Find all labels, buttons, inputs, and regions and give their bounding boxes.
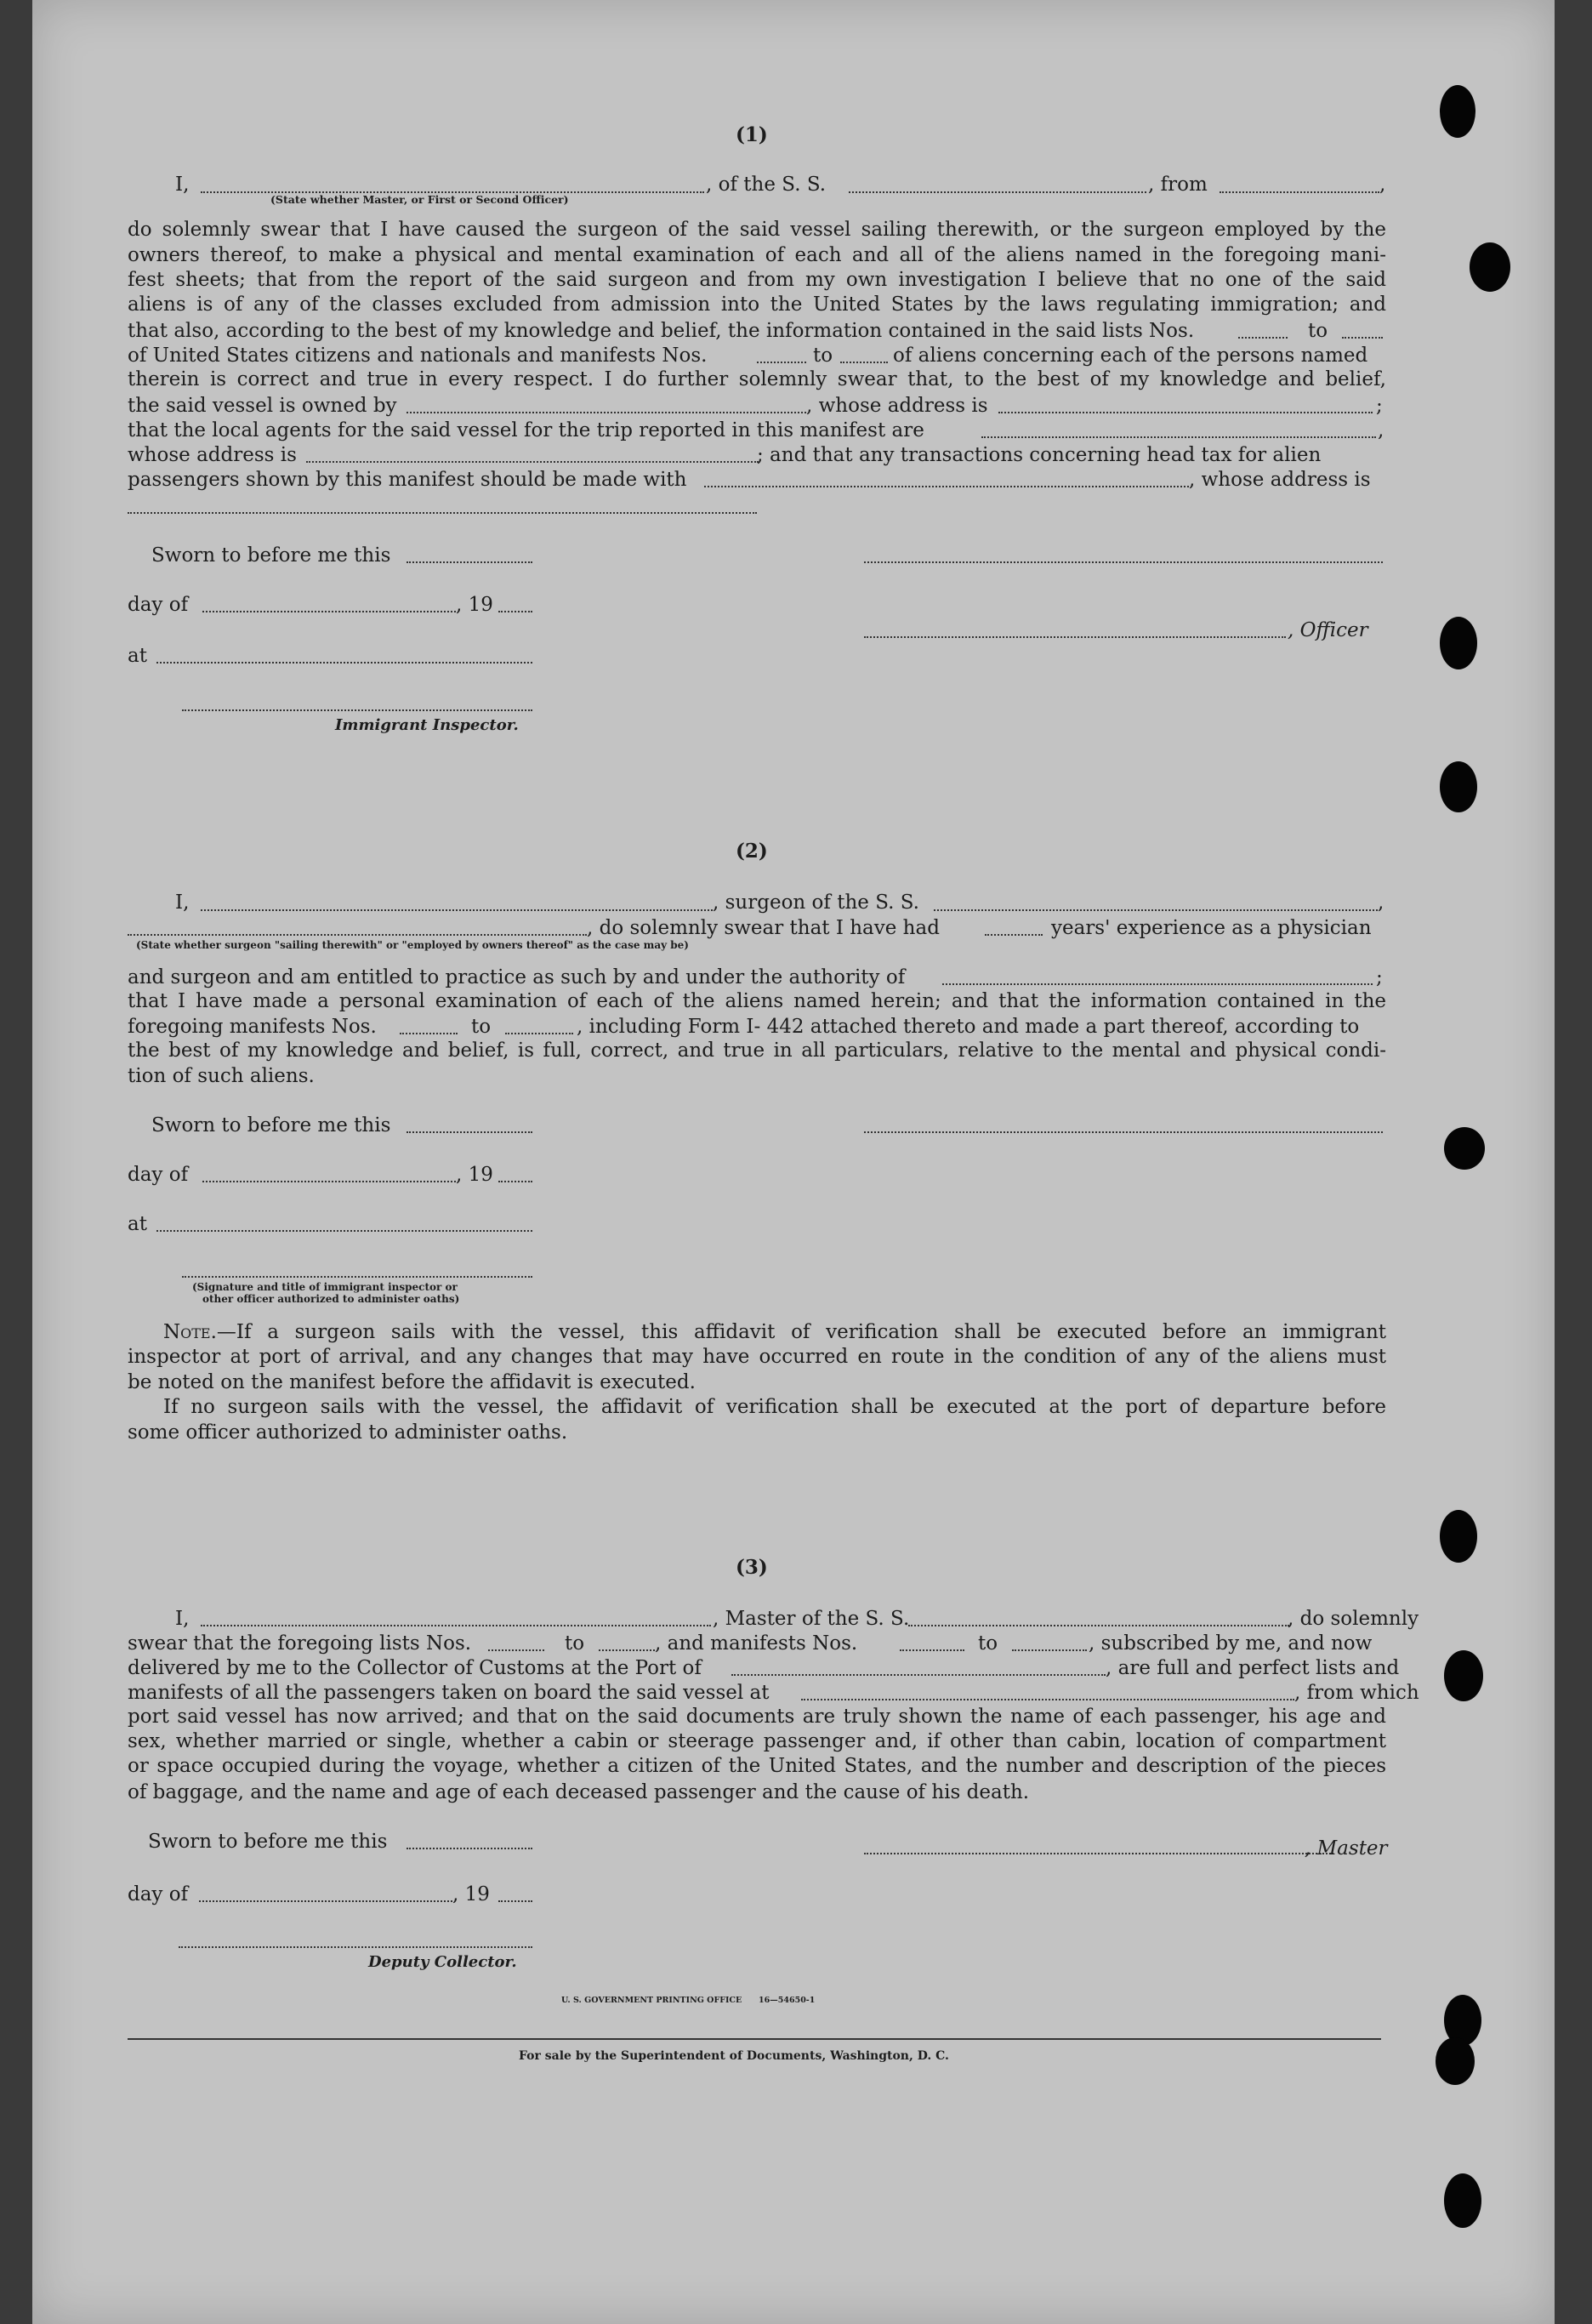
caption-signature: other officer authorized to administer oaths) [202, 1293, 460, 1305]
at-place-field[interactable] [156, 1230, 532, 1232]
day-of-field[interactable] [202, 611, 456, 612]
oath-line: that the local agents for the said vessel for the trip reported in this manifest are [128, 419, 924, 441]
boarding-port-field[interactable] [801, 1699, 1294, 1700]
oath-line: of baggage, and the name and age of each deceased passenger and the cause of his death. [128, 1781, 1030, 1803]
manifest-to-field[interactable] [1012, 1649, 1087, 1651]
day-of-label: day of [128, 1164, 189, 1186]
inspector-label: Immigrant Inspector. [335, 716, 519, 734]
oath-line: and surgeon and am entitled to practice as such by and under the authority of [128, 966, 906, 988]
binder-hole [1444, 1650, 1483, 1701]
text-to: to [1308, 320, 1328, 342]
oath-line: , are full and perfect lists and [1106, 1657, 1400, 1679]
oath-line: port said vessel has now arrived; and that on the said documents are truly shown the name of each passenger, his age and [128, 1706, 1386, 1728]
at-place-field[interactable] [156, 662, 532, 664]
oath-line: , do solemnly [1288, 1608, 1419, 1630]
oath-line: sex, whether married or single, whether a cabin or steerage passenger and, if other than cabin, location of compartment [128, 1730, 1386, 1752]
note-label: Note. [163, 1321, 217, 1343]
text-surgeon-of-ss: , surgeon of the S. S. [713, 891, 919, 914]
list-from-field[interactable] [1238, 337, 1288, 339]
oath-line: years' experience as a physician [1051, 917, 1372, 939]
note-line [163, 1320, 1386, 1345]
sworn-label: Sworn to before me this [151, 1114, 391, 1136]
surgeon-name-field[interactable] [201, 909, 713, 911]
text-to: to [813, 345, 833, 367]
year-label: , 19 [456, 594, 493, 616]
section-number: (3) [736, 1556, 768, 1579]
text-to: to [565, 1632, 585, 1655]
oath-line: ; and that any transactions concerning head tax for alien [757, 444, 1322, 466]
years-experience-field[interactable] [985, 934, 1043, 936]
sale-notice: For sale by the Superintendent of Documents, Washington, D. C. [519, 2049, 949, 2063]
head-tax-party-field[interactable] [704, 486, 1189, 487]
collector-label: Deputy Collector. [368, 1953, 517, 1971]
oath-line: swear that the foregoing lists Nos. [128, 1632, 472, 1655]
semicolon: ; [1376, 966, 1383, 988]
binder-hole [1436, 2037, 1475, 2085]
year-field[interactable] [498, 1900, 532, 1902]
text-i: I, [175, 1608, 190, 1630]
text-master-of-ss: , Master of the S. S. [713, 1608, 910, 1630]
oath-line: or space occupied during the voyage, whether a citizen of the United States, and the number and description of the pieces [128, 1755, 1386, 1777]
comma: , [1378, 891, 1384, 914]
caption-surgeon: (State whether surgeon "sailing therewith" or "employed by owners thereof" as the case may be) [136, 939, 689, 951]
surgeon-ship-field[interactable] [934, 909, 1378, 911]
list-to-field[interactable] [1342, 337, 1383, 339]
inspector-signature-field[interactable] [182, 1276, 532, 1278]
oath-line: that also, according to the best of my knowledge and belief, the information contained in the said lists Nos. [128, 320, 1195, 342]
manifest-from-field[interactable] [757, 362, 806, 363]
agents-address-field[interactable] [306, 461, 759, 463]
year-label: , 19 [456, 1164, 493, 1186]
oath-line: the said vessel is owned by [128, 395, 397, 417]
ship-name-field[interactable] [849, 191, 1146, 193]
list-to-field[interactable] [599, 1649, 655, 1651]
local-agents-field[interactable] [981, 436, 1376, 438]
oath-line: , and manifests Nos. [655, 1632, 858, 1655]
oath-line: that I have made a personal examination of each of the aliens named herein; and that the information contained in the [128, 990, 1386, 1012]
year-field[interactable] [498, 1181, 532, 1182]
master-label: , Master [1305, 1837, 1388, 1860]
oath-line: of aliens concerning each of the persons named [893, 345, 1368, 367]
port-field[interactable] [731, 1674, 1106, 1676]
text-to: to [471, 1016, 492, 1038]
oath-line: , whose address is [806, 395, 988, 417]
surgeon-signature-field[interactable] [864, 1131, 1383, 1133]
note-line: be noted on the manifest before the affidavit is executed. [128, 1371, 696, 1393]
manifest-to-field[interactable] [840, 362, 888, 363]
oath-line: , subscribed by me, and now [1089, 1632, 1373, 1655]
year-field[interactable] [498, 611, 532, 612]
text-of-ss: , of the S. S. [706, 174, 827, 196]
officer-label: , Officer [1288, 619, 1368, 641]
text-i: I, [175, 174, 190, 196]
footer-rule [128, 2038, 1381, 2040]
sworn-date-field[interactable] [407, 1131, 532, 1133]
collector-signature-field[interactable] [179, 1946, 532, 1948]
head-tax-address-field[interactable] [128, 512, 757, 514]
oath-line: the best of my knowledge and belief, is full, correct, and true in all particulars, relative to the mental and physical condi- [128, 1040, 1386, 1062]
oath-line: passengers shown by this manifest should be made with [128, 469, 687, 491]
oath-line: , from which [1294, 1682, 1419, 1704]
binder-hole [1444, 2173, 1481, 2228]
text-i: I, [175, 891, 190, 914]
binder-hole [1440, 85, 1475, 138]
oath-line: manifests of all the passengers taken on board the said vessel at [128, 1682, 770, 1704]
from-port-field[interactable] [1220, 191, 1379, 193]
day-of-label: day of [128, 594, 189, 616]
master-ship-field[interactable] [908, 1625, 1289, 1626]
printing-office: U. S. GOVERNMENT PRINTING OFFICE 16—54650-1 [561, 1996, 816, 2005]
manifest-to-field[interactable] [505, 1033, 573, 1034]
binder-hole [1440, 761, 1477, 812]
oath-line: delivered by me to the Collector of Customs at the Port of [128, 1657, 702, 1679]
authority-field[interactable] [942, 983, 1373, 985]
text-from: , from [1148, 174, 1208, 196]
caption-officer: (State whether Master, or First or Second Officer) [270, 193, 569, 206]
year-label: , 19 [452, 1883, 490, 1905]
owner-field[interactable] [407, 412, 806, 413]
oath-line: foregoing manifests Nos. [128, 1016, 377, 1038]
surgeon-status-field[interactable] [128, 934, 587, 936]
binder-hole [1440, 1510, 1477, 1563]
note-line: inspector at port of arrival, and any changes that may have occurred en route in the condition of any of the aliens must [128, 1346, 1386, 1368]
at-label: at [128, 1213, 147, 1235]
sworn-label: Sworn to before me this [151, 544, 391, 567]
oath-line: , including Form I- 442 attached thereto and made a part thereof, according to [577, 1016, 1360, 1038]
officer-signature-field[interactable] [864, 561, 1383, 563]
oath-line: therein is correct and true in every respect. I do further solemnly swear that, to the best of my knowledge and belief, [128, 368, 1386, 390]
comma: , [1378, 419, 1384, 441]
master-name-field[interactable] [201, 1625, 711, 1626]
oath-line: of United States citizens and nationals and manifests Nos. [128, 345, 708, 367]
caption-signature: (Signature and title of immigrant inspector or [192, 1281, 458, 1293]
list-from-field[interactable] [488, 1649, 544, 1651]
at-label: at [128, 645, 147, 667]
oath-line: tion of such aliens. [128, 1065, 315, 1087]
oath-line: owners thereof, to make a physical and mental examination of each and all of the aliens named in the foregoing mani- [128, 244, 1386, 266]
section-number: (1) [736, 123, 768, 146]
note-text: —If a surgeon sails with the vessel, this affidavit of verification shall be executed before an immigrant [216, 1321, 1386, 1343]
oath-line: aliens is of any of the classes excluded from admission into the United States by the laws regulating immigration; and [128, 293, 1386, 316]
semicolon: ; [1376, 395, 1383, 417]
binder-hole [1440, 617, 1477, 669]
oath-line: , whose address is [1189, 469, 1371, 491]
oath-line: whose address is [128, 444, 297, 466]
manifest-from-field[interactable] [400, 1033, 458, 1034]
inspector-signature-field[interactable] [182, 709, 532, 711]
owner-address-field[interactable] [998, 412, 1373, 413]
binder-hole [1470, 242, 1510, 292]
day-of-label: day of [128, 1883, 189, 1905]
comma: , [1379, 174, 1386, 196]
master-signature-field[interactable] [864, 1853, 1333, 1854]
sworn-date-field[interactable] [407, 1848, 532, 1849]
text-to: to [978, 1632, 998, 1655]
day-of-field[interactable] [199, 1900, 452, 1902]
manifest-back-page [32, 0, 1555, 2324]
note-line: If no surgeon sails with the vessel, the affidavit of verification shall be executed at the port of departure before [163, 1396, 1386, 1418]
oath-line: fest sheets; that from the report of the said surgeon and from my own investigation I believe that no one of the said [128, 269, 1386, 291]
oath-line: do solemnly swear that I have caused the surgeon of the said vessel sailing therewith, or the surgeon employed by the [128, 219, 1386, 241]
note-line: some officer authorized to administer oaths. [128, 1421, 568, 1444]
oath-line: , do solemnly swear that I have had [587, 917, 940, 939]
manifest-from-field[interactable] [900, 1649, 964, 1651]
section-number: (2) [736, 840, 768, 863]
binder-hole [1444, 1127, 1485, 1170]
day-of-field[interactable] [202, 1181, 456, 1182]
officer-title-field[interactable] [864, 636, 1286, 638]
sworn-date-field[interactable] [407, 561, 532, 563]
sworn-label: Sworn to before me this [148, 1831, 388, 1853]
